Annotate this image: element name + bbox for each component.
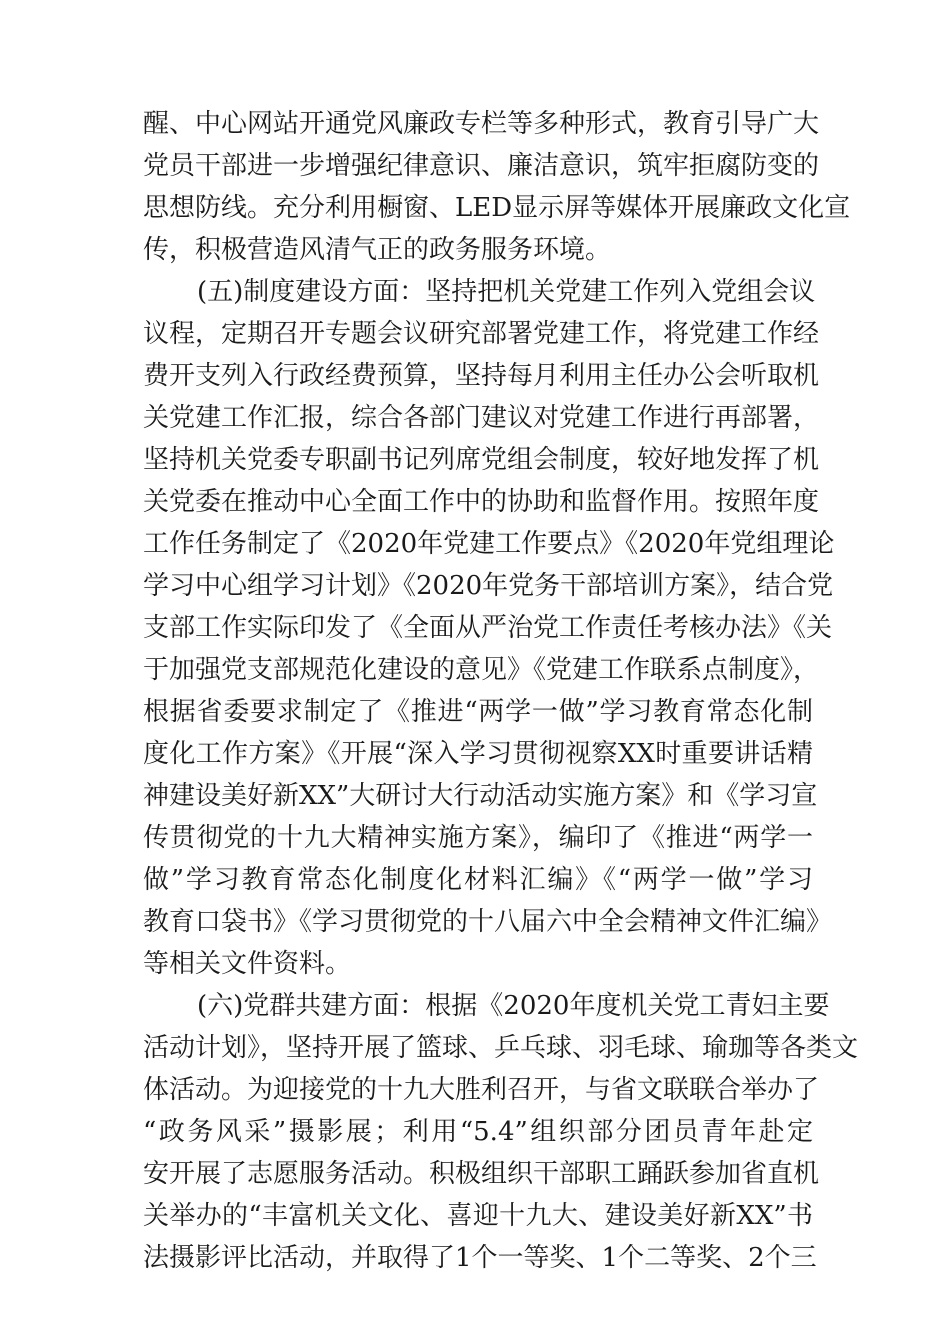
text-line: 根据省委要求制定了《推进“两学一做”学习教育常态化制 [143, 697, 813, 727]
text-line: 传，积极营造风清气正的政务服务环境。 [143, 235, 612, 265]
text-line: 关举办的“丰富机关文化、喜迎十九大、建设美好新XX”书 [143, 1201, 813, 1231]
text-line: 工作任务制定了《2020年党建工作要点》《2020年党组理论 [143, 529, 835, 559]
text-line: 醒、中心网站开通党风廉政专栏等多种形式，教育引导广大 [143, 109, 820, 139]
text-line: 坚持机关党委专职副书记列席党组会制度，较好地发挥了机 [143, 445, 820, 475]
text-line: 于加强党支部规范化建设的意见》《党建工作联系点制度》， [143, 655, 820, 685]
text-line: 党员干部进一步增强纪律意识、廉洁意识，筑牢拒腐防变的 [143, 151, 820, 181]
paragraph-heading-line: (六)党群共建方面：根据《2020年度机关党工青妇主要 [197, 991, 830, 1021]
text-line: 活动计划》，坚持开展了篮球、乒乓球、羽毛球、瑜珈等各类文 [143, 1033, 859, 1063]
text-line: 传贯彻党的十九大精神实施方案》，编印了《推进“两学一 [143, 823, 813, 853]
text-line: “政务风采”摄影展；利用“5.4”组织部分团员青年赴定 [143, 1117, 813, 1147]
text-line: 费开支列入行政经费预算，坚持每月利用主任办公会听取机 [143, 361, 820, 391]
text-line: 体活动。为迎接党的十九大胜利召开，与省文联联合举办了 [143, 1075, 820, 1105]
text-line: 关党建工作汇报，综合各部门建议对党建工作进行再部署， [143, 403, 820, 433]
paragraph-heading-line: (五)制度建设方面：坚持把机关党建工作列入党组会议 [197, 277, 816, 307]
text-line: 等相关文件资料。 [143, 949, 352, 979]
text-line: 神建设美好新XX”大研讨大行动活动实施方案》和《学习宣 [143, 781, 818, 811]
text-line: 思想防线。充分利用橱窗、LED显示屏等媒体开展廉政文化宣 [143, 193, 851, 223]
text-line: 学习中心组学习计划》《2020年党务干部培训方案》，结合党 [143, 571, 834, 601]
text-line: 度化工作方案》《开展“深入学习贯彻视察XX时重要讲话精 [143, 739, 813, 769]
text-line: 议程，定期召开专题会议研究部署党建工作，将党建工作经 [143, 319, 820, 349]
text-line: 支部工作实际印发了《全面从严治党工作责任考核办法》《关 [143, 613, 833, 643]
text-line: 做”学习教育常态化制度化材料汇编》《“两学一做”学习 [143, 865, 813, 895]
text-line: 安开展了志愿服务活动。积极组织干部职工踊跃参加省直机 [143, 1159, 820, 1189]
text-line: 法摄影评比活动，并取得了1个一等奖、1个二等奖、2个三 [143, 1243, 817, 1273]
text-line: 教育口袋书》《学习贯彻党的十八届六中全会精神文件汇编》 [143, 907, 833, 937]
text-line: 关党委在推动中心全面工作中的协助和监督作用。按照年度 [143, 487, 820, 517]
